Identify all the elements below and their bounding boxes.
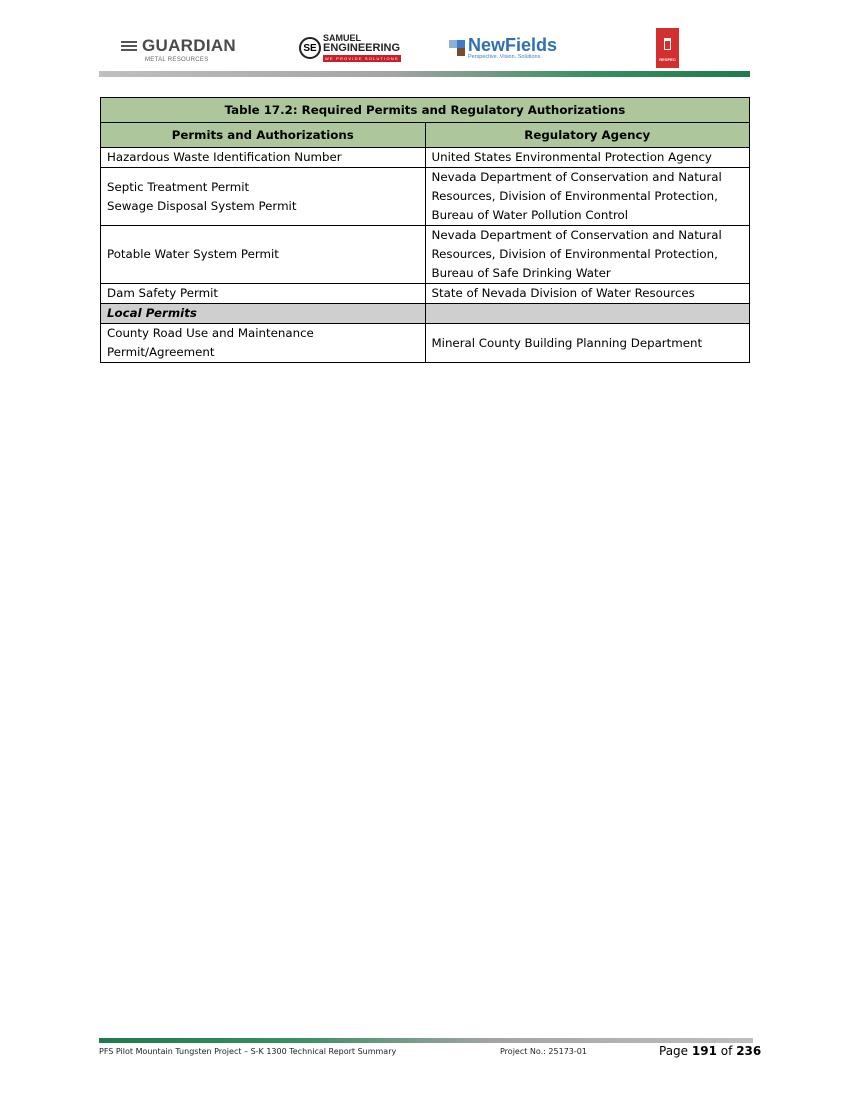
permit-cell xyxy=(101,168,426,226)
footer-rule xyxy=(99,1038,753,1043)
agency-cell: Mineral County Building Planning Department xyxy=(425,324,750,363)
respec-logo xyxy=(656,28,679,68)
guardian-bars-icon xyxy=(121,41,137,51)
samuel-line1: SAMUEL xyxy=(323,33,361,43)
page-total: 236 xyxy=(736,1044,762,1058)
samuel-tagline: WE PROVIDE SOLUTIONS xyxy=(325,56,399,61)
agency-cell: United States Environmental Protection Agency xyxy=(425,148,750,168)
footer-report-title: PFS Pilot Mountain Tungsten Project – S-K 1300 Technical Report Summary xyxy=(99,1047,397,1056)
respec-text: RESPEC xyxy=(659,57,676,62)
section-label-local: Local Permits xyxy=(101,304,426,324)
permit-cell: Potable Water System Permit xyxy=(101,226,426,284)
permits-table xyxy=(100,97,750,363)
samuel-engineering-logo xyxy=(299,34,401,62)
permit-line: Sewage Disposal System Permit xyxy=(107,198,297,213)
column-header-permits: Permits and Authorizations xyxy=(101,123,426,148)
footer-page-number xyxy=(659,1044,761,1058)
newfields-logo xyxy=(449,36,557,60)
agency-cell: Nevada Department of Conservation and Natural Resources, Division of Environmental Protection, Bureau of Safe Drinking Water xyxy=(425,226,750,284)
guardian-name: GUARDIAN xyxy=(142,36,237,55)
table-row xyxy=(101,226,750,284)
permit-cell: Hazardous Waste Identification Number xyxy=(101,148,426,168)
respec-mark-icon xyxy=(664,38,671,50)
of-word: of xyxy=(720,1044,733,1058)
table-row xyxy=(101,324,750,363)
table-title: Table 17.2: Required Permits and Regulatory Authorizations xyxy=(101,98,750,123)
agency-cell: State of Nevada Division of Water Resources xyxy=(425,284,750,304)
permit-cell: Dam Safety Permit xyxy=(101,284,426,304)
page-current: 191 xyxy=(691,1044,717,1058)
table-row xyxy=(101,148,750,168)
agency-cell: Nevada Department of Conservation and Natural Resources, Division of Environmental Protection, Bureau of Water Pollution Control xyxy=(425,168,750,226)
footer-project-number: Project No.: 25173-01 xyxy=(500,1047,587,1056)
newfields-slogan: Perspective. Vision. Solutions. xyxy=(468,54,542,60)
permit-line: Septic Treatment Permit xyxy=(107,179,250,194)
newfields-squares-icon xyxy=(449,40,465,56)
newfields-name: NewFields xyxy=(468,35,558,55)
header-rule xyxy=(99,71,750,77)
table-row xyxy=(101,284,750,304)
samuel-line2: ENGINEERING xyxy=(323,42,401,54)
section-row-local xyxy=(101,304,750,324)
table-row xyxy=(101,168,750,226)
section-blank-cell xyxy=(425,304,750,324)
permit-cell: County Road Use and Maintenance Permit/Agreement xyxy=(101,324,426,363)
se-badge-icon: SE xyxy=(299,37,321,59)
guardian-logo xyxy=(121,36,236,63)
guardian-subtitle: METAL RESOURCES xyxy=(145,57,209,63)
page-word: Page xyxy=(659,1044,689,1058)
column-header-agency: Regulatory Agency xyxy=(425,123,750,148)
